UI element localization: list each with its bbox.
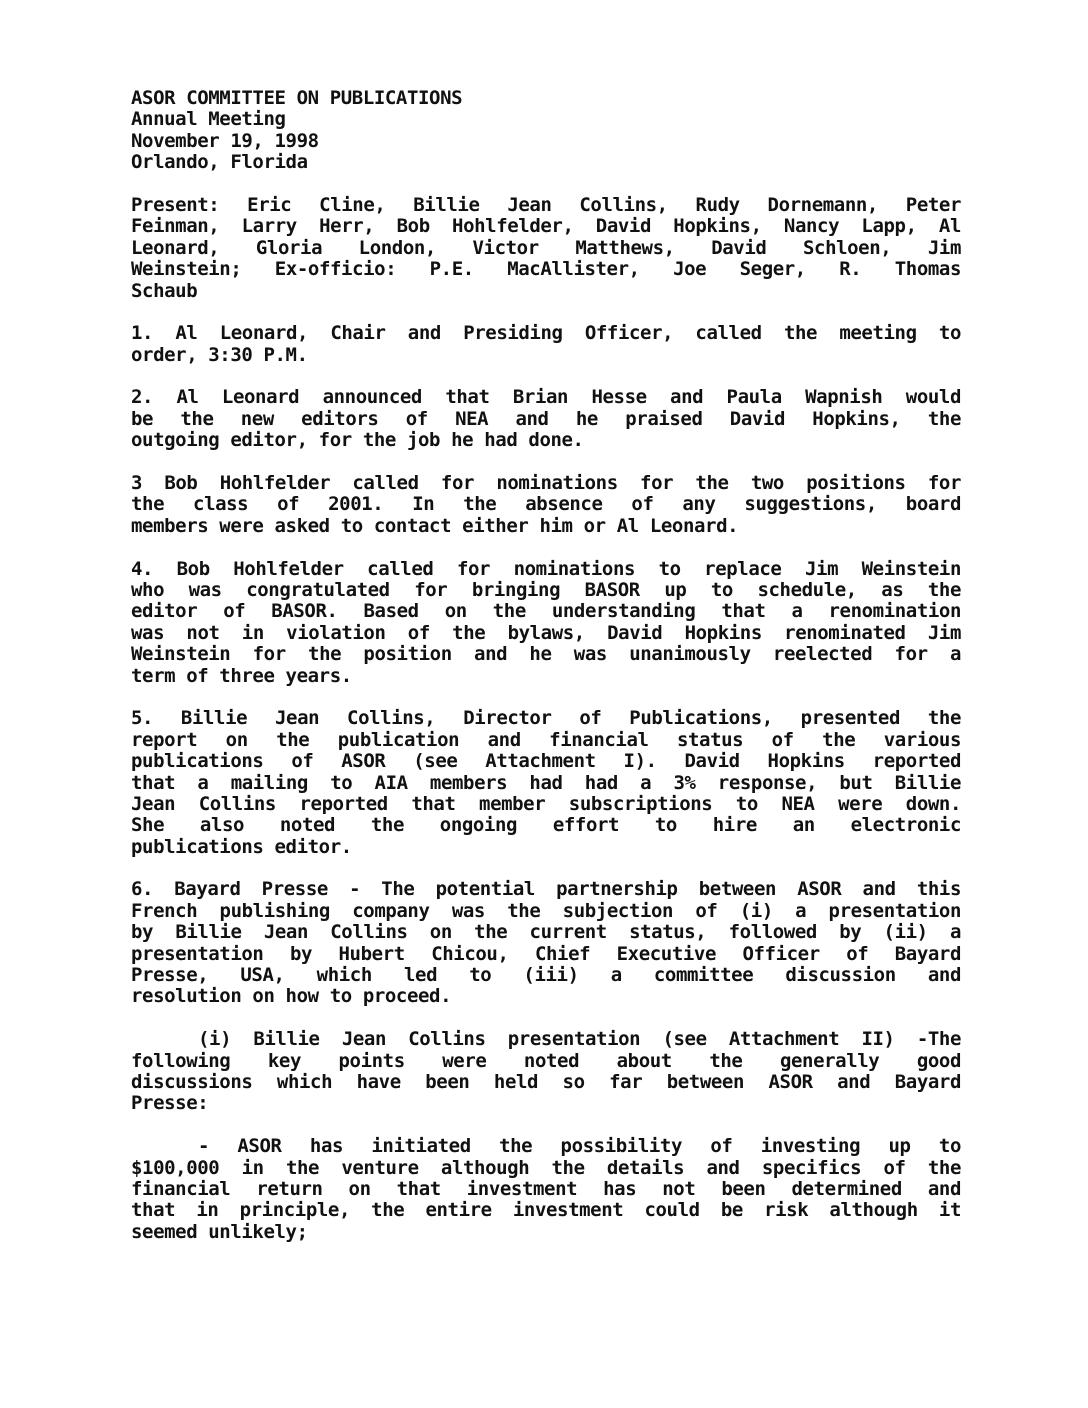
header-date: November 19, 1998 bbox=[131, 129, 319, 152]
paragraph-line: order, 3:30 P.M. bbox=[131, 343, 308, 366]
paragraph-line: publications of ASOR (see Attachment I). David Hopkins reported bbox=[131, 750, 961, 773]
header-title: ASOR COMMITTEE ON PUBLICATIONS bbox=[131, 87, 463, 109]
paragraph-line: resolution on how to proceed. bbox=[131, 985, 452, 1008]
paragraph bbox=[131, 879, 961, 1007]
header-subtitle: Annual Meeting bbox=[131, 108, 286, 131]
paragraph-line: seemed unlikely; bbox=[131, 1220, 308, 1243]
document-header bbox=[131, 88, 961, 174]
paragraph bbox=[131, 559, 961, 687]
paragraph-line: Weinstein; Ex-officio: P.E. MacAllister, Joe Seger, R. Thomas bbox=[131, 258, 961, 281]
paragraph-line: following key points were noted about the generally good bbox=[131, 1049, 961, 1072]
paragraph-line: that in principle, the entire investment could be risk although it bbox=[131, 1199, 961, 1222]
paragraph-line: 1. Al Leonard, Chair and Presiding Officer, called the meeting to bbox=[131, 322, 961, 345]
paragraph-line: outgoing editor, for the job he had done. bbox=[131, 429, 584, 452]
paragraph-line: Present: Eric Cline, Billie Jean Collins, Rudy Dornemann, Peter bbox=[131, 193, 961, 216]
paragraph-line: that a mailing to AIA members had had a 3% response, but Billie bbox=[131, 771, 961, 794]
paragraph-line: publications editor. bbox=[131, 835, 352, 858]
paragraph-line: discussions which have been held so far between ASOR and Bayard bbox=[131, 1070, 961, 1093]
paragraph-line: the class of 2001. In the absence of any suggestions, board bbox=[131, 493, 961, 516]
paragraph-line: be the new editors of NEA and he praised David Hopkins, the bbox=[131, 407, 961, 430]
paragraph-line: 4. Bob Hohlfelder called for nominations to replace Jim Weinstein bbox=[131, 557, 961, 580]
paragraph-line: (i) Billie Jean Collins presentation (see Attachment II) -The bbox=[198, 1028, 961, 1051]
minutes-paragraphs bbox=[131, 195, 961, 1243]
paragraph-line: Presse, USA, which led to (iii) a committee discussion and bbox=[131, 964, 961, 987]
paragraph-line: Leonard, Gloria London, Victor Matthews, David Schloen, Jim bbox=[131, 236, 961, 259]
paragraph-line: Feinman, Larry Herr, Bob Hohlfelder, David Hopkins, Nancy Lapp, Al bbox=[131, 215, 961, 238]
paragraph-line: 2. Al Leonard announced that Brian Hesse and Paula Wapnish would bbox=[131, 386, 961, 409]
paragraph-line: French publishing company was the subjection of (i) a presentation bbox=[131, 899, 961, 922]
document-body bbox=[131, 88, 961, 1264]
paragraph-line: She also noted the ongoing effort to hire an electronic bbox=[131, 814, 961, 837]
paragraph-line: - ASOR has initiated the possibility of investing up to bbox=[198, 1135, 961, 1158]
paragraph bbox=[131, 708, 961, 858]
paragraph-line: $100,000 in the venture although the details and specifics of the bbox=[131, 1156, 961, 1179]
paragraph-line: by Billie Jean Collins on the current status, followed by (ii) a bbox=[131, 921, 961, 944]
paragraph-line: presentation by Hubert Chicou, Chief Executive Officer of Bayard bbox=[131, 942, 961, 965]
paragraph-line: who was congratulated for bringing BASOR up to schedule, as the bbox=[131, 578, 961, 601]
paragraph-line: term of three years. bbox=[131, 664, 352, 687]
paragraph bbox=[131, 473, 961, 537]
paragraph bbox=[131, 1029, 961, 1115]
paragraph-line: editor of BASOR. Based on the understanding that a renomination bbox=[131, 600, 961, 623]
header-location: Orlando, Florida bbox=[131, 151, 308, 174]
paragraph-line: 5. Billie Jean Collins, Director of Publications, presented the bbox=[131, 707, 961, 730]
paragraph bbox=[131, 195, 961, 302]
paragraph bbox=[131, 387, 961, 451]
paragraph-line: was not in violation of the bylaws, David Hopkins renominated Jim bbox=[131, 621, 961, 644]
paragraph-line: financial return on that investment has not been determined and bbox=[131, 1177, 961, 1200]
paragraph-line: 3 Bob Hohlfelder called for nominations for the two positions for bbox=[131, 472, 961, 495]
paragraph-line: Schaub bbox=[131, 279, 198, 302]
paragraph-line: Weinstein for the position and he was unanimously reelected for a bbox=[131, 643, 961, 666]
paragraph-line: 6. Bayard Presse - The potential partnership between ASOR and this bbox=[131, 878, 961, 901]
paragraph-line: report on the publication and financial status of the various bbox=[131, 728, 961, 751]
paragraph-line: Jean Collins reported that member subscriptions to NEA were down. bbox=[131, 792, 961, 815]
paragraph-line: Presse: bbox=[131, 1092, 209, 1115]
paragraph-line: members were asked to contact either him or Al Leonard. bbox=[131, 514, 739, 537]
paragraph bbox=[131, 323, 961, 366]
paragraph bbox=[131, 1136, 961, 1243]
